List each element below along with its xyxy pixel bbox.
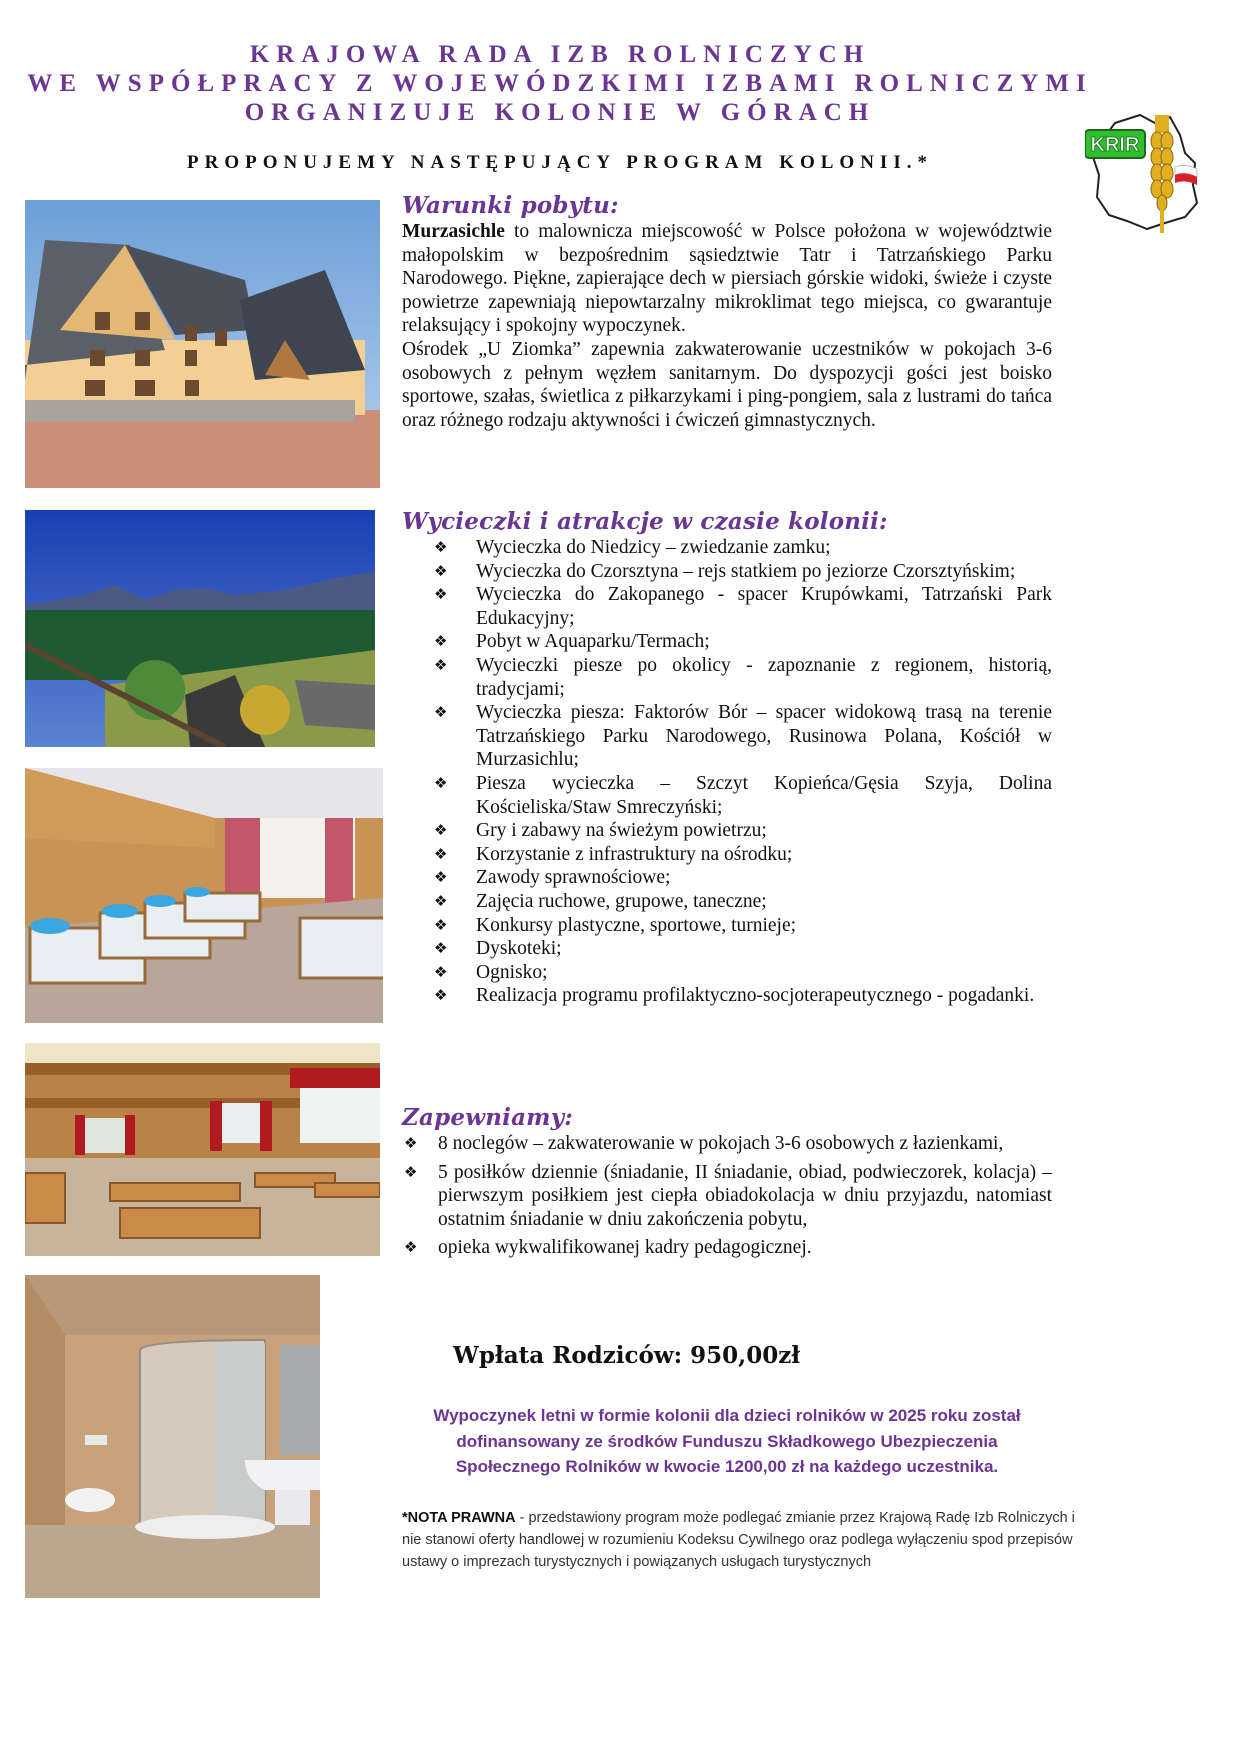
trip-item — [402, 961, 1052, 985]
bedroom-photo — [25, 768, 383, 1023]
diamond-bullet-icon: ❖ — [434, 868, 448, 887]
diamond-bullet-icon: ❖ — [434, 561, 448, 580]
section-provided — [402, 1104, 1052, 1265]
trip-item — [402, 914, 1052, 938]
trip-item-text: Realizacja programu profilaktyczno-socjoterapeutycznego - pogadanki. — [476, 985, 1035, 1007]
diamond-bullet-icon: ❖ — [434, 962, 448, 981]
conditions-paragraph-2: Ośrodek „U Ziomka” zapewnia zakwaterowanie uczestników w pokojach 3-6 osobowych z pełnym węzłem sanitarnym. Do dyspozycji gości jest boisko sportowe, szałas, świetlica z piłkarzykami i ping-pongiem, sala z lustrami do tańca oraz różnego rodzaju aktywności i ćwiczeń gimnastycznych. — [402, 338, 1052, 431]
dining-hall-photo — [25, 1043, 380, 1256]
program-subtitle: PROPONUJEMY NASTĘPUJĄCY PROGRAM KOLONII.* — [187, 152, 933, 173]
diamond-bullet-icon: ❖ — [404, 1162, 418, 1181]
trip-item — [402, 984, 1052, 1008]
trip-item — [402, 866, 1052, 890]
legal-note-text: - przedstawiony program może podlegać zmianie przez Krajową Radę Izb Rolniczych i nie stanowi oferty handlowej w rozumieniu Kodeksu Cywilnego oraz podlega wyłączeniu spod przepisów ustawy o imprezach turystycznych i powiązanych usługach turystycznych — [402, 1510, 1075, 1570]
trip-item — [402, 772, 1052, 819]
header-line-1: KRAJOWA RADA IZB ROLNICZYCH — [249, 41, 871, 68]
provided-item-text: 5 posiłków dziennie (śniadanie, II śniadanie, obiad, podwieczorek, kolacja) – pierwszym posiłkiem jest ciepła obiadokolacja w dniu przyjazdu, natomiast ostatnim śniadanie w dniu zakończenia pobytu, — [438, 1161, 1052, 1230]
diamond-bullet-icon: ❖ — [434, 986, 448, 1005]
trip-item — [402, 536, 1052, 560]
diamond-bullet-icon: ❖ — [434, 655, 448, 674]
trip-item — [402, 843, 1052, 867]
trip-item — [402, 583, 1052, 630]
diamond-bullet-icon: ❖ — [434, 891, 448, 910]
mountain-view-photo — [25, 510, 375, 747]
legal-note — [402, 1507, 1082, 1573]
funding-notice: Wypoczynek letni w formie kolonii dla dzieci rolników w 2025 roku został dofinansowany ze środków Funduszu Składkowego Ubezpieczenia Społecznego Rolników w kwocie 1200,00 zł na każdego uczestnika. — [433, 1406, 1021, 1476]
trip-item-text: Ognisko; — [476, 961, 548, 983]
trip-item — [402, 630, 1052, 654]
krir-logo — [1085, 105, 1215, 235]
trip-item — [402, 560, 1052, 584]
bathroom-photo — [25, 1275, 320, 1598]
krir-logo-icon — [1085, 105, 1215, 235]
diamond-bullet-icon: ❖ — [434, 844, 448, 863]
trip-item-text: Wycieczka do Czorsztyna – rejs statkiem po jeziorze Czorsztyńskim; — [476, 560, 1016, 582]
provided-item — [402, 1236, 1052, 1260]
trip-item — [402, 937, 1052, 961]
legal-note-label: *NOTA PRAWNA — [402, 1510, 516, 1526]
header-line-3: ORGANIZUJE KOLONIE W GÓRACH — [244, 99, 876, 126]
section-title-provided: Zapewniamy: — [402, 1104, 573, 1131]
trip-item-text: Wycieczka do Niedzicy – zwiedzanie zamku; — [476, 537, 831, 558]
guesthouse-exterior-photo — [25, 200, 380, 488]
location-name: Murzasichle — [402, 221, 505, 242]
trip-item-text: Zajęcia ruchowe, grupowe, taneczne; — [476, 890, 767, 912]
conditions-paragraph-1 — [402, 220, 1052, 338]
provided-item-text: 8 noclegów – zakwaterowanie w pokojach 3-6 osobowych z łazienkami, — [438, 1133, 1004, 1154]
trip-item-text: Piesza wycieczka – Szczyt Kopieńca/Gęsia Szyja, Dolina Kościeliska/Staw Smreczyński; — [476, 772, 1052, 818]
section-conditions — [402, 192, 1052, 432]
diamond-bullet-icon: ❖ — [434, 773, 448, 792]
conditions-text-1: to malownicza miejscowość w Polsce położona w województwie małopolskim w bezpośrednim sąsiedztwie Tatr i Tatrzańskiego Parku Narodowego. Piękne, zapierające dech w piersiach górskie widoki, świeże i czyste powietrze zapewniają niepowtarzalny mikroklimat tego miejsca, co gwarantuje relaksujący i spokojny wypoczynek. — [402, 221, 1052, 337]
section-title-conditions: Warunki pobytu: — [402, 192, 619, 219]
trip-item-text: Wycieczka piesza: Faktorów Bór – spacer widokową trasą na terenie Tatrzańskiego Parku Narodowego, Rusinowa Polana, Kościół w Murzasichlu; — [476, 702, 1052, 771]
trip-item-text: Konkursy plastyczne, sportowe, turnieje; — [476, 914, 797, 936]
trip-item-text: Dyskoteki; — [476, 938, 562, 960]
parent-payment: Wpłata Rodziców: 950,00zł — [453, 1342, 801, 1369]
provided-list — [402, 1132, 1052, 1260]
diamond-bullet-icon: ❖ — [434, 915, 448, 934]
trip-item — [402, 654, 1052, 701]
diamond-bullet-icon: ❖ — [434, 939, 448, 958]
diamond-bullet-icon: ❖ — [434, 632, 448, 651]
trip-item — [402, 890, 1052, 914]
diamond-bullet-icon: ❖ — [434, 538, 448, 556]
trip-item — [402, 701, 1052, 772]
section-title-trips: Wycieczki i atrakcje w czasie kolonii: — [402, 508, 888, 535]
provided-item — [402, 1161, 1052, 1232]
provided-item — [402, 1132, 1052, 1156]
trip-item — [402, 819, 1052, 843]
trip-item-text: Pobyt w Aquaparku/Termach; — [476, 631, 710, 653]
section-trips — [402, 508, 1052, 1008]
trips-list — [402, 536, 1052, 1008]
trip-item-text: Wycieczki piesze po okolicy - zapoznanie z regionem, historią, tradycjami; — [476, 654, 1052, 700]
diamond-bullet-icon: ❖ — [404, 1134, 418, 1152]
trip-item-text: Gry i zabawy na świeżym powietrzu; — [476, 820, 767, 842]
diamond-bullet-icon: ❖ — [434, 585, 448, 604]
trip-item-text: Korzystanie z infrastruktury na ośrodku; — [476, 843, 793, 865]
header-line-2: WE WSPÓŁPRACY Z WOJEWÓDZKIMI IZBAMI ROLNICZYMI — [27, 70, 1093, 97]
logo-text: KRIR — [1090, 134, 1140, 156]
diamond-bullet-icon: ❖ — [434, 821, 448, 840]
diamond-bullet-icon: ❖ — [404, 1238, 418, 1257]
provided-item-text: opieka wykwalifikowanej kadry pedagogicznej. — [438, 1237, 812, 1259]
trip-item-text: Zawody sprawnościowe; — [476, 867, 671, 889]
diamond-bullet-icon: ❖ — [434, 703, 448, 722]
trip-item-text: Wycieczka do Zakopanego - spacer Krupówkami, Tatrzański Park Edukacyjny; — [476, 584, 1052, 629]
